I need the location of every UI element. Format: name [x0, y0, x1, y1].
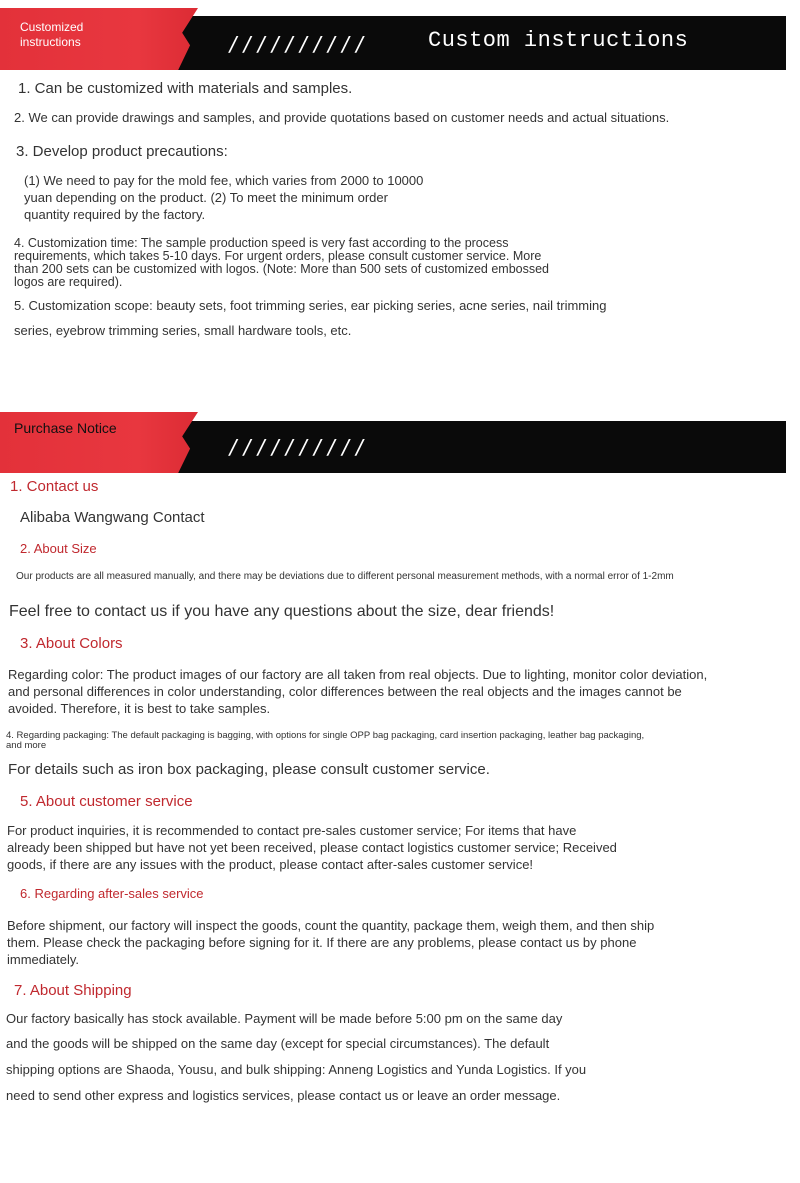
about-size-text: Our products are all measured manually, and there may be deviations due to different personal measurement methods, with a normal error of 1-2mm	[16, 571, 674, 582]
custom-item-4: 4. Customization time: The sample production speed is very fast according to the process requirements, which takes 5-10 days. For urgent orders, please consult customer service. More than 200 sets can be customized with logos. (Note: More than 500 sets of customized embossed logos are required).	[14, 236, 550, 289]
custom-item-3-detail: (1) We need to pay for the mold fee, which varies from 2000 to 10000 yuan depending on the product. (2) To meet the minimum order quantity required by the factory.	[24, 173, 424, 222]
packaging-text: 4. Regarding packaging: The default packaging is bagging, with options for single OPP bag packaging, card insertion packaging, leather bag packaging, and more	[6, 730, 645, 751]
about-size-heading: 2. About Size	[20, 541, 97, 556]
about-size-note: Feel free to contact us if you have any questions about the size, dear friends!	[9, 603, 555, 620]
purchase-notice-label: Purchase Notice	[14, 420, 117, 436]
shipping-line-3: shipping options are Shaoda, Yousu, and bulk shipping: Anneng Logistics and Yunda Logistics. If you	[6, 1062, 587, 1077]
purchase-notice-banner	[0, 421, 786, 473]
custom-item-2: 2. We can provide drawings and samples, and provide quotations based on customer needs and actual situations.	[14, 110, 670, 125]
about-colors-text: Regarding color: The product images of our factory are all taken from real objects. Due to lighting, monitor color deviation, and personal differences in color understanding, color differences between the real objects and the images cannot be avoided. Therefore, it is best to take samples.	[8, 667, 708, 716]
packaging-note: For details such as iron box packaging, please consult customer service.	[8, 761, 490, 778]
shipping-line-4: need to send other express and logistics services, please contact us or leave an order message.	[6, 1088, 561, 1103]
custom-item-5-line2: series, eyebrow trimming series, small hardware tools, etc.	[14, 323, 352, 338]
after-sales-text: Before shipment, our factory will inspect the goods, count the quantity, package them, weigh them, and then ship them. Please check the packaging before signing for it. If there are any problems, please contact us by phone immediately.	[7, 918, 655, 967]
custom-item-3: 3. Develop product precautions:	[16, 143, 228, 160]
shipping-line-1: Our factory basically has stock available. Payment will be made before 5:00 pm on the same day	[6, 1011, 563, 1026]
custom-item-1: 1. Can be customized with materials and samples.	[18, 80, 353, 97]
about-colors-heading: 3. About Colors	[20, 635, 123, 652]
after-sales-heading: 6. Regarding after-sales service	[20, 886, 204, 901]
custom-instructions-title: Custom instructions	[428, 28, 689, 53]
shipping-line-2: and the goods will be shipped on the same day (except for special circumstances). The default	[6, 1036, 550, 1051]
custom-instructions-banner	[0, 16, 786, 70]
customer-service-heading: 5. About customer service	[20, 793, 193, 810]
customized-instructions-label: Customized instructions	[20, 20, 84, 49]
contact-us-heading: 1. Contact us	[10, 478, 99, 495]
about-shipping-heading: 7. About Shipping	[14, 982, 132, 999]
contact-us-text: Alibaba Wangwang Contact	[20, 509, 205, 526]
banner-slashes: //////////	[228, 435, 369, 459]
custom-item-5-line1: 5. Customization scope: beauty sets, foot trimming series, ear picking series, acne series, nail trimming	[14, 298, 607, 313]
banner-slashes: //////////	[228, 32, 369, 56]
customer-service-text: For product inquiries, it is recommended to contact pre-sales customer service; For items that have already been shipped but have not yet been received, please contact logistics customer service; Received goods, if there are any issues with the product, please contact after-sales customer service!	[7, 823, 617, 872]
